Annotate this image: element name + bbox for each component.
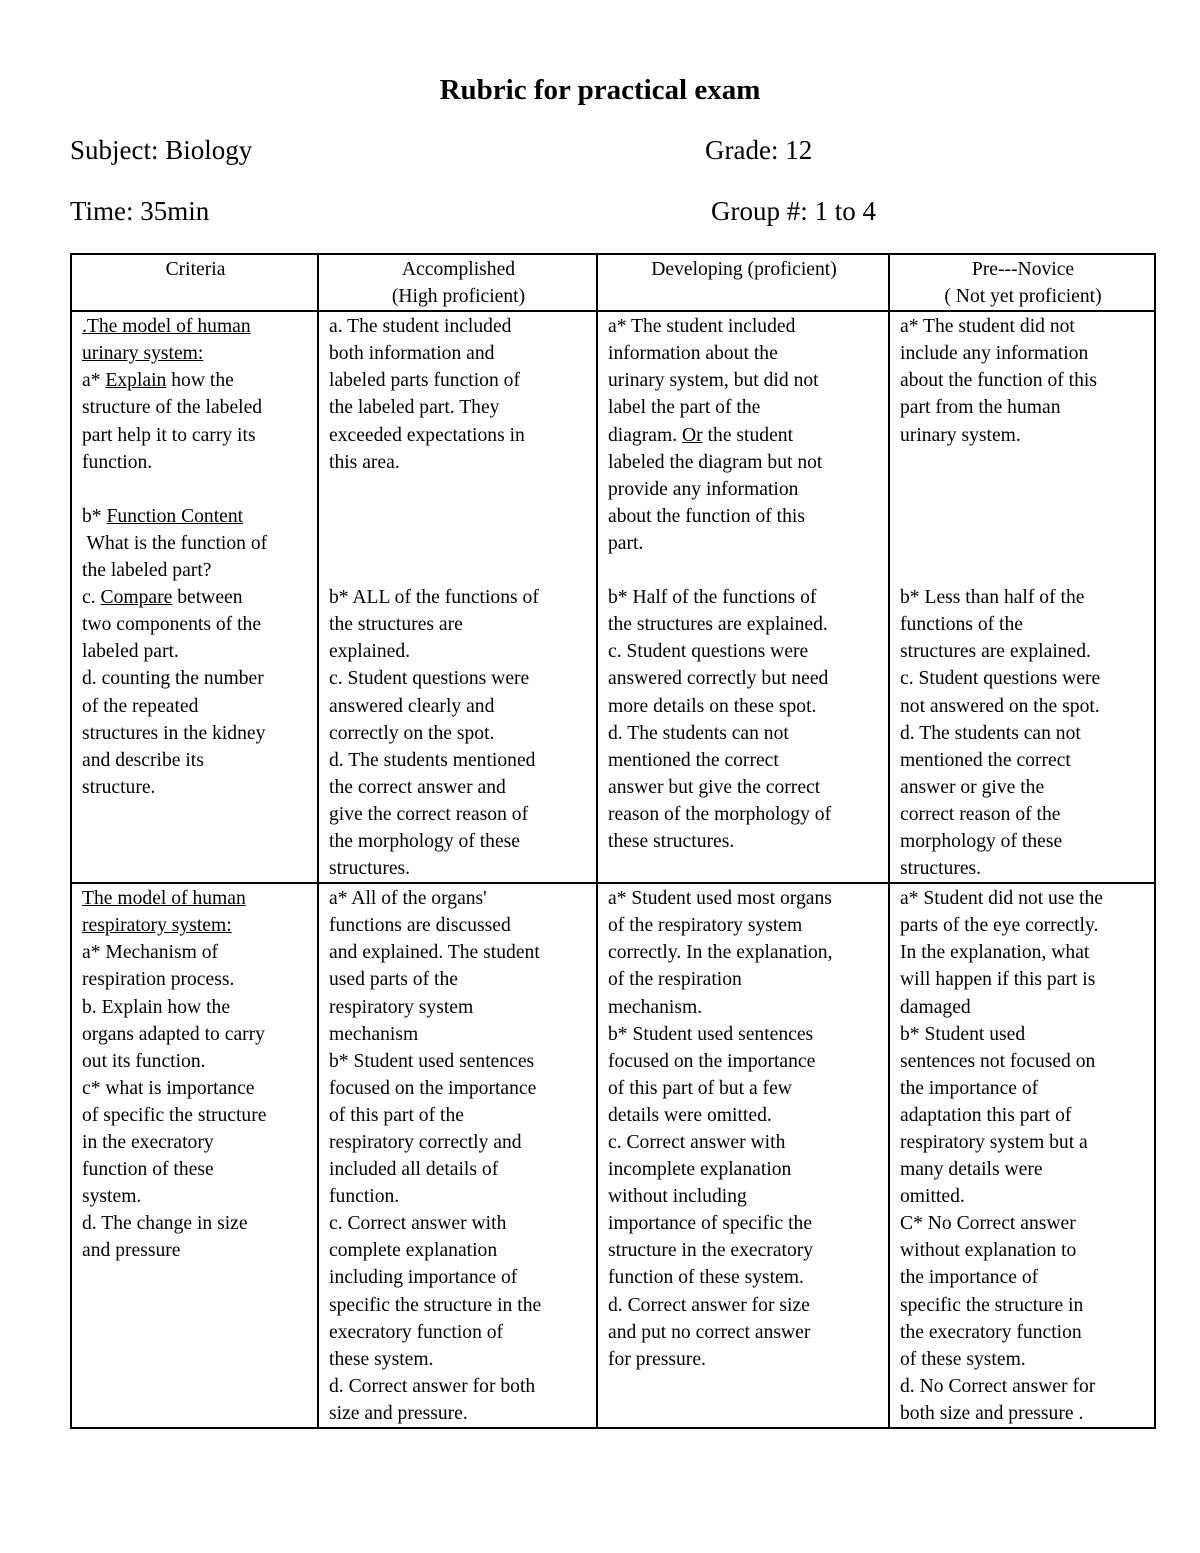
cell-line: focused on the importance <box>608 1050 816 1072</box>
cell-line: C* No Correct answer <box>900 1213 1076 1235</box>
cell-line: respiratory correctly and <box>329 1132 522 1153</box>
cell-line: adaptation this part of <box>900 1104 1072 1126</box>
cell-line: damaged <box>900 996 971 1018</box>
criteria-line: two components of the <box>82 614 262 636</box>
cell-line: c. Correct answer with <box>608 1132 786 1153</box>
cell-line: c. Student questions were <box>608 641 809 663</box>
cell-line: focused on the importance <box>329 1077 537 1099</box>
urinary-criteria-cell <box>71 311 318 883</box>
header-novice-sublabel: ( Not yet proficient) <box>944 286 1102 308</box>
cell-line: d. The students mentioned <box>329 749 536 771</box>
cell-line: of the respiratory system <box>608 915 803 937</box>
cell-line: labeled parts function of <box>329 370 520 392</box>
cell-line: the importance of <box>900 1077 1039 1099</box>
time-label: Time: 35min <box>70 196 210 226</box>
cell-line: a* Student used most organs <box>608 888 832 910</box>
criteria-line: system. <box>82 1186 142 1208</box>
criteria-line: of the repeated <box>82 695 199 717</box>
spacer <box>608 557 880 584</box>
urinary-row <box>71 311 1155 883</box>
cell-line: urinary system. <box>900 424 1021 446</box>
cell-line: a* Student did not use the <box>900 888 1103 910</box>
respiratory-novice-cell <box>889 883 1155 1428</box>
cell-line: used parts of the <box>329 969 458 991</box>
cell-line: function of these system. <box>608 1267 804 1289</box>
cell-line: the correct answer and <box>329 776 506 798</box>
urinary-novice-cell <box>889 311 1155 883</box>
cell-line: the morphology of these <box>329 830 521 852</box>
cell-line: complete explanation <box>329 1240 498 1262</box>
cell-line: answer but give the correct <box>608 776 821 798</box>
header-developing-label: Developing (proficient) <box>651 259 837 280</box>
cell-line: and explained. The student <box>329 942 540 964</box>
cell-line: information about the <box>608 343 778 365</box>
cell-line: including importance of <box>329 1267 518 1289</box>
criteria-line: function. <box>82 451 153 473</box>
criteria-line: respiration process. <box>82 969 235 991</box>
cell-line: the structures are explained. <box>608 614 828 636</box>
criteria-line: structure of the labeled <box>82 397 263 419</box>
criteria-line: and describe its <box>82 749 204 771</box>
criteria-line: urinary system: <box>82 343 204 365</box>
cell-line: included all details of <box>329 1159 499 1181</box>
header-novice <box>889 254 1155 311</box>
criteria-line: What is the function of <box>82 532 268 554</box>
cell-line: the execratory function <box>900 1321 1082 1343</box>
cell-line: answered correctly but need <box>608 668 829 690</box>
criteria-line: out its function. <box>82 1050 206 1072</box>
criteria-line: c. Compare between <box>82 587 243 609</box>
header-row <box>71 254 1155 311</box>
cell-line: give the correct reason of <box>329 803 529 825</box>
cell-line: d. The students can not <box>608 722 789 744</box>
cell-line: execratory function of <box>329 1321 504 1343</box>
cell-line: this area. <box>329 451 400 473</box>
cell-line: d. Correct answer for size <box>608 1294 810 1316</box>
header-accomplished-label: Accomplished <box>401 259 516 280</box>
criteria-line: b* Function Content <box>82 505 244 527</box>
criteria-line: a* Explain how the <box>82 370 234 392</box>
header-criteria-label: Criteria <box>165 259 226 280</box>
criteria-line: of specific the structure <box>82 1104 267 1126</box>
cell-line: respiratory system but a <box>900 1132 1088 1153</box>
header-accomplished-sublabel: (High proficient) <box>391 286 526 308</box>
criteria-line: part help it to carry its <box>82 424 256 446</box>
cell-line: not answered on the spot. <box>900 695 1100 717</box>
cell-line: these structures. <box>608 830 735 852</box>
cell-line: b* Student used <box>900 1023 1026 1045</box>
cell-line: size and pressure. <box>329 1402 468 1424</box>
cell-line: a* All of the organs' <box>329 888 487 910</box>
cell-line: d. Correct answer for both <box>329 1375 536 1397</box>
cell-line: importance of specific the <box>608 1213 813 1235</box>
criteria-line: d. The change in size <box>82 1213 248 1235</box>
cell-line: a* The student included <box>608 316 796 338</box>
cell-line: provide any information <box>608 478 799 500</box>
cell-line: many details were <box>900 1159 1043 1181</box>
spacer <box>82 476 309 503</box>
cell-line: functions of the <box>900 614 1023 636</box>
spacer <box>329 530 588 557</box>
cell-line: respiratory system <box>329 996 474 1018</box>
spacer <box>329 476 588 503</box>
header-developing <box>597 254 889 311</box>
cell-line: part from the human <box>900 397 1061 419</box>
cell-line: parts of the eye correctly. <box>900 915 1099 937</box>
cell-line: b* Student used sentences <box>329 1050 535 1072</box>
cell-line: mechanism <box>329 1023 419 1045</box>
criteria-line: organs adapted to carry <box>82 1023 265 1045</box>
cell-line: sentences not focused on <box>900 1050 1096 1072</box>
header-accomplished <box>318 254 597 311</box>
cell-line: of the respiration <box>608 969 742 991</box>
spacer <box>900 476 1146 503</box>
cell-line: b* Less than half of the <box>900 587 1085 609</box>
cell-line: for pressure. <box>608 1348 706 1370</box>
cell-line: b* ALL of the functions of <box>329 587 539 609</box>
cell-line: structures are explained. <box>900 641 1091 663</box>
cell-line: without including <box>608 1186 747 1208</box>
header-criteria <box>71 254 318 311</box>
cell-line: of this part of the <box>329 1104 464 1126</box>
group-label: Group #: 1 to 4 <box>711 196 876 226</box>
cell-line: diagram. Or the student <box>608 424 794 446</box>
cell-line: functions are discussed <box>329 915 511 937</box>
urinary-developing-cell <box>597 311 889 883</box>
cell-line: of this part of but a few <box>608 1077 792 1099</box>
cell-line: without explanation to <box>900 1240 1077 1262</box>
respiratory-developing-cell <box>597 883 889 1428</box>
cell-line: the structures are <box>329 614 463 636</box>
criteria-line: in the execratory <box>82 1132 214 1153</box>
criteria-line: structures in the kidney <box>82 722 266 744</box>
cell-line: answer or give the <box>900 776 1045 798</box>
cell-line: answered clearly and <box>329 695 495 717</box>
urinary-accomplished-cell <box>318 311 597 883</box>
cell-line: d. No Correct answer for <box>900 1375 1096 1397</box>
subject-label: Subject: Biology <box>70 135 253 165</box>
criteria-line: labeled part. <box>82 641 179 663</box>
cell-line: structures. <box>900 858 982 880</box>
cell-line: omitted. <box>900 1186 965 1208</box>
cell-line: part. <box>608 532 644 554</box>
cell-line: morphology of these <box>900 830 1063 852</box>
cell-line: specific the structure in the <box>329 1294 542 1316</box>
cell-line: reason of the morphology of <box>608 803 832 825</box>
cell-line: structure in the execratory <box>608 1240 814 1262</box>
cell-line: a* The student did not <box>900 316 1075 338</box>
spacer <box>329 503 588 530</box>
cell-line: more details on these spot. <box>608 695 817 717</box>
criteria-line: a* Mechanism of <box>82 942 219 964</box>
grade-label: Grade: 12 <box>705 135 813 165</box>
spacer <box>900 557 1146 584</box>
criteria-line: function of these <box>82 1159 214 1181</box>
cell-line: will happen if this part is <box>900 969 1096 991</box>
cell-line: labeled the diagram but not <box>608 451 823 473</box>
spacer <box>900 503 1146 530</box>
cell-line: structures. <box>329 858 411 880</box>
criteria-line: and pressure <box>82 1240 181 1262</box>
criteria-line: the labeled part? <box>82 560 212 582</box>
cell-line: correct reason of the <box>900 803 1061 825</box>
cell-line: these system. <box>329 1348 434 1370</box>
criteria-line: .The model of human <box>82 316 251 338</box>
criteria-line: b. Explain how the <box>82 996 231 1018</box>
cell-line: mechanism. <box>608 996 703 1018</box>
criteria-line: d. counting the number <box>82 668 264 690</box>
cell-line: function. <box>329 1186 400 1208</box>
cell-line: include any information <box>900 343 1089 365</box>
cell-line: details were omitted. <box>608 1104 772 1126</box>
cell-line: c. Correct answer with <box>329 1213 507 1235</box>
cell-line: mentioned the correct <box>900 749 1071 771</box>
rubric-table <box>70 253 1156 1429</box>
cell-line: about the function of this <box>900 370 1097 392</box>
cell-line: both information and <box>329 343 495 365</box>
cell-line: a. The student included <box>329 316 512 338</box>
spacer <box>900 449 1146 476</box>
cell-line: c. Student questions were <box>329 668 530 690</box>
cell-line: exceeded expectations in <box>329 424 525 446</box>
cell-line: both size and pressure . <box>900 1402 1084 1424</box>
cell-line: and put no correct answer <box>608 1321 811 1343</box>
cell-line: correctly on the spot. <box>329 722 495 744</box>
cell-line: explained. <box>329 641 411 663</box>
cell-line: mentioned the correct <box>608 749 779 771</box>
document-title: Rubric for practical exam <box>439 74 761 106</box>
cell-line: about the function of this <box>608 505 805 527</box>
cell-line: correctly. In the explanation, <box>608 942 833 964</box>
cell-line: the labeled part. They <box>329 397 500 419</box>
spacer <box>900 530 1146 557</box>
cell-line: label the part of the <box>608 397 761 419</box>
criteria-line: c* what is importance <box>82 1077 255 1099</box>
cell-line: c. Student questions were <box>900 668 1101 690</box>
cell-line: b* Student used sentences <box>608 1023 814 1045</box>
respiratory-row <box>71 883 1155 1428</box>
criteria-line: The model of human <box>82 888 246 910</box>
cell-line: of these system. <box>900 1348 1026 1370</box>
header-novice-label: Pre---Novice <box>971 259 1075 280</box>
cell-line: incomplete explanation <box>608 1159 792 1181</box>
cell-line: the importance of <box>900 1267 1039 1289</box>
cell-line: d. The students can not <box>900 722 1081 744</box>
criteria-line: respiratory system: <box>82 915 232 937</box>
criteria-line: structure. <box>82 776 156 798</box>
cell-line: urinary system, but did not <box>608 370 819 392</box>
spacer <box>329 557 588 584</box>
respiratory-accomplished-cell <box>318 883 597 1428</box>
cell-line: b* Half of the functions of <box>608 587 817 609</box>
respiratory-criteria-cell <box>71 883 318 1428</box>
cell-line: specific the structure in <box>900 1294 1084 1316</box>
cell-line: In the explanation, what <box>900 942 1090 964</box>
